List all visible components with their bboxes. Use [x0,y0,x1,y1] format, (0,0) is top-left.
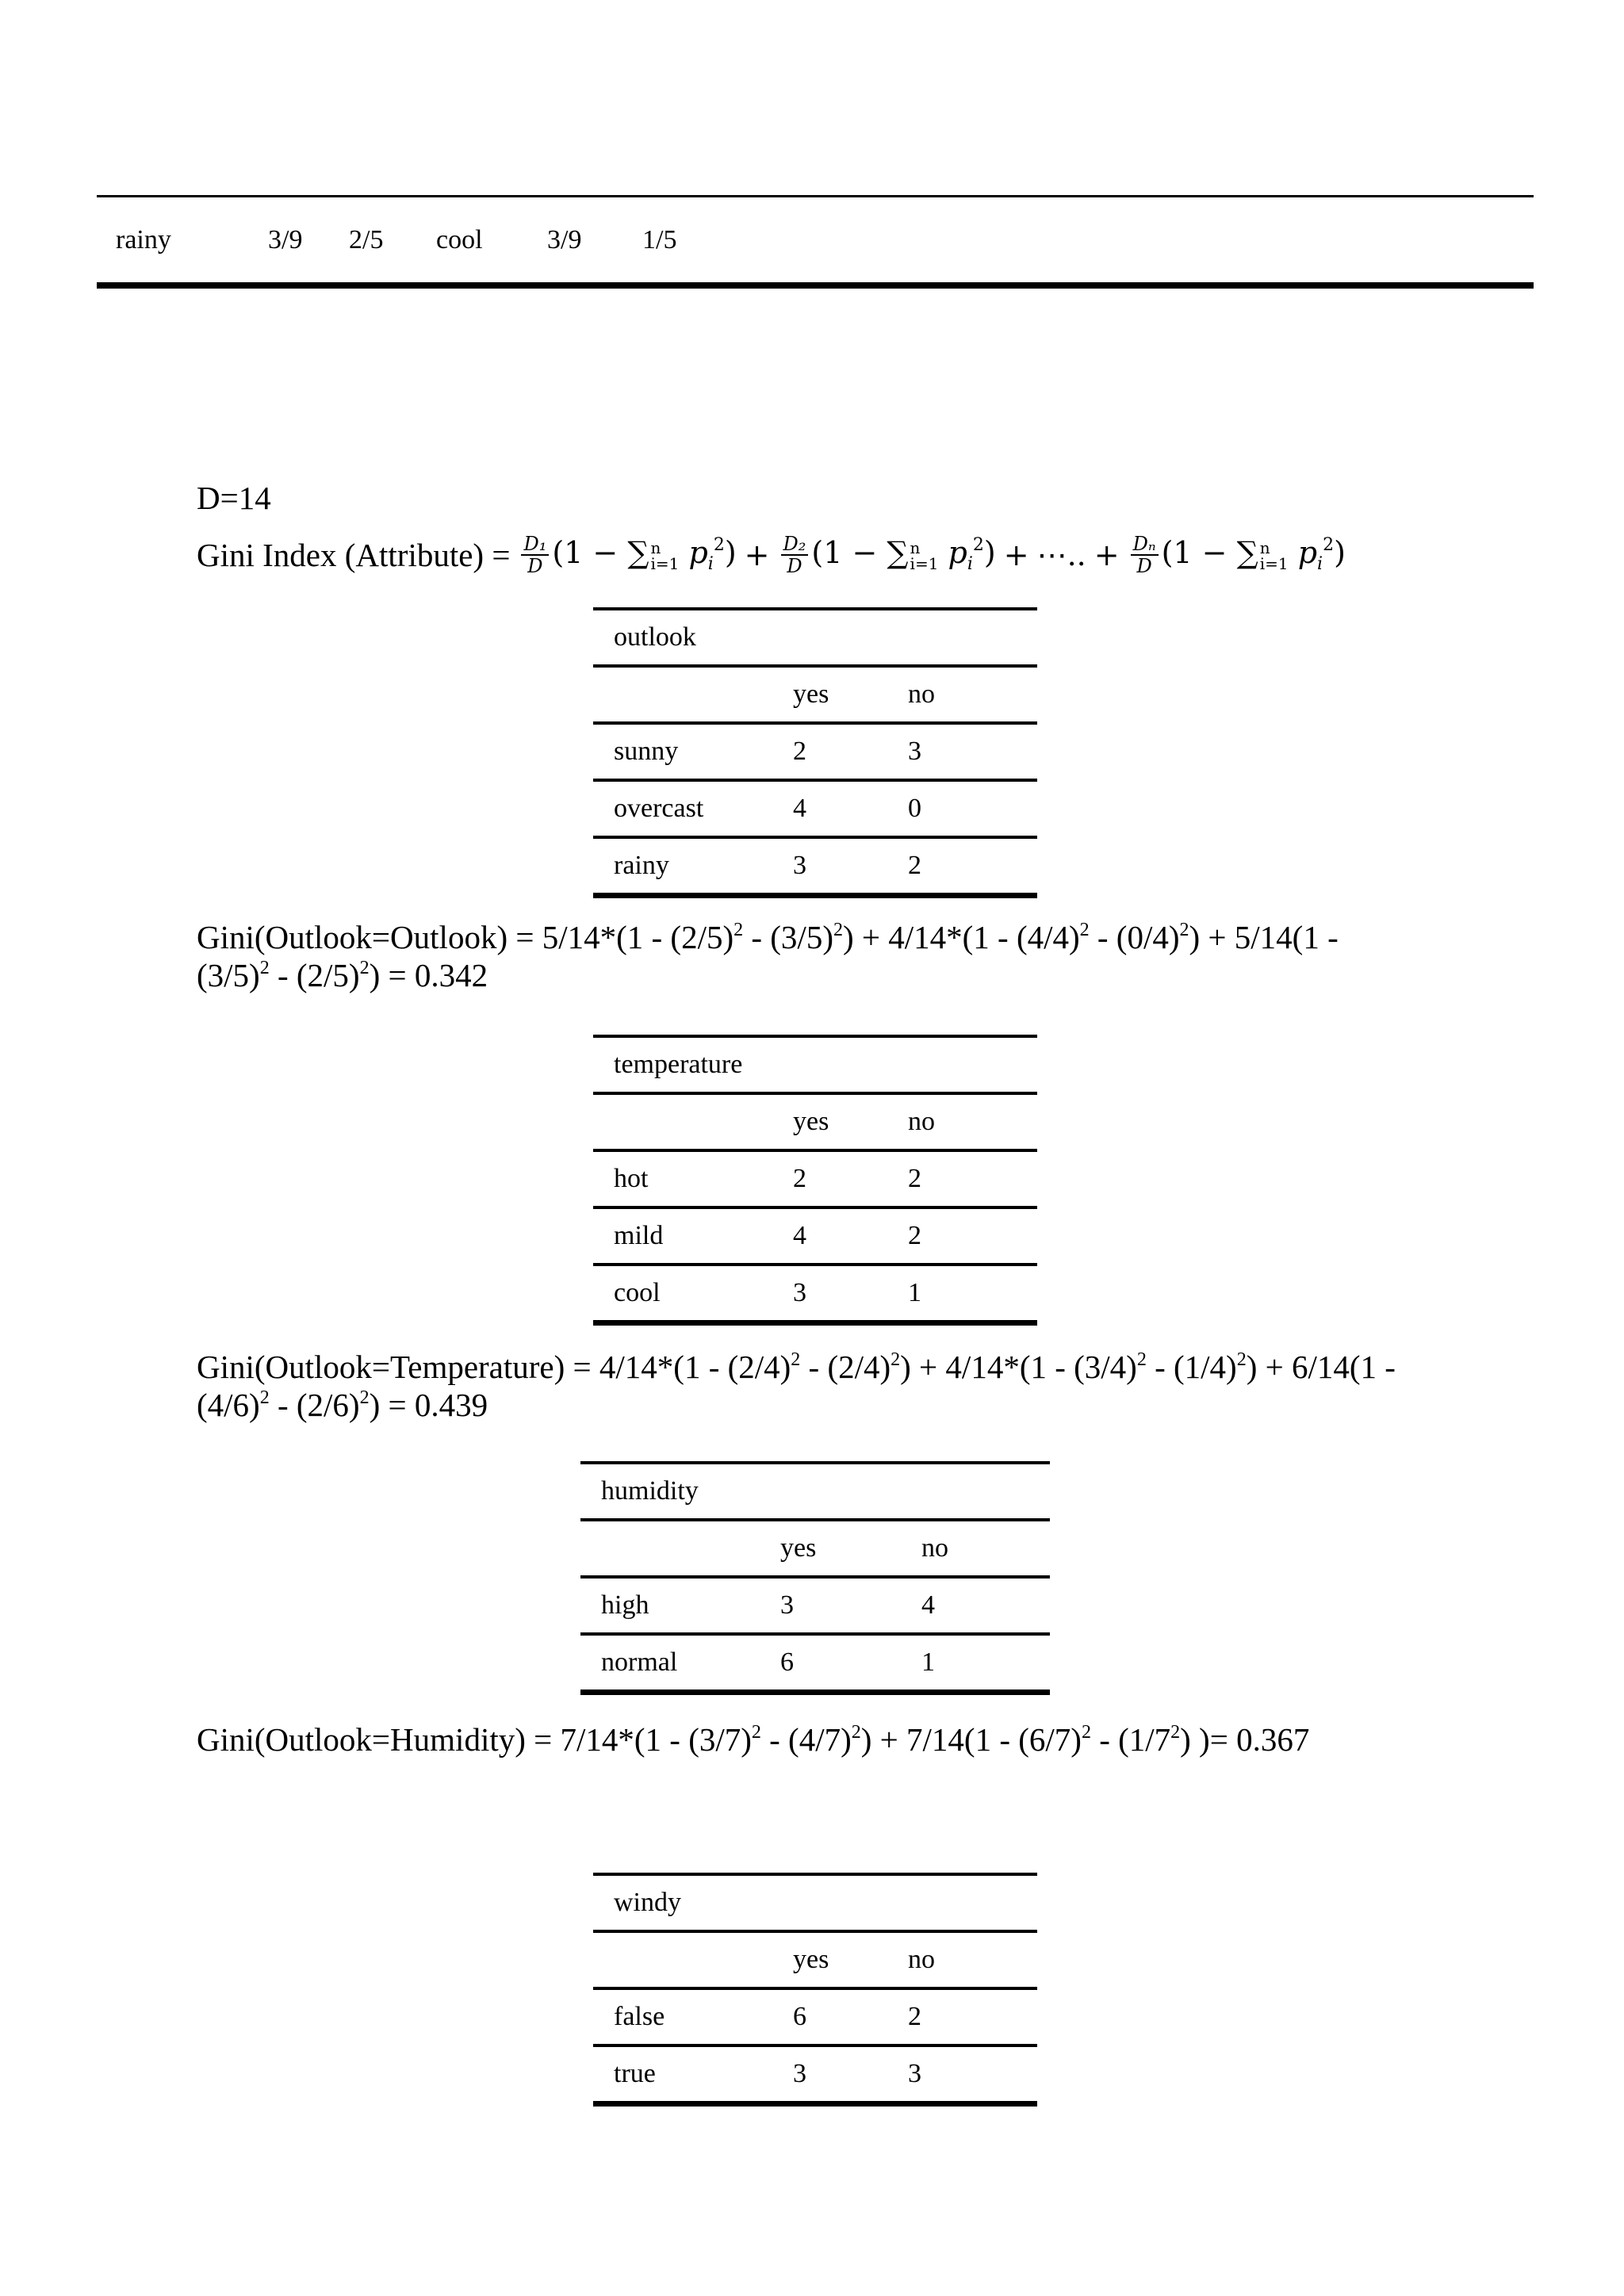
top-table-cell: 1/5 [642,225,677,254]
row-label: mild [614,1221,664,1250]
table-title: humidity [601,1476,699,1506]
table-top-rule [97,195,1534,197]
yes-count: 3 [793,2059,806,2088]
fraction-denominator: D [787,555,802,577]
table-title-row [593,1876,1037,1930]
calculation-line: $(4/6)^2 - (2/6)^2) = 0.439$ [197,1387,488,1423]
fraction-numerator: Dₙ [1131,534,1159,556]
calculation-line: Gini(Outlook=Temperature) = $4/14*(1 - (2/4)^2 - (2/4)^2) + 4/14*(1 - (3/4)^2 - (1/4)^2) + 6/14(1$ - [197,1349,1396,1385]
table-row [593,725,1037,779]
table-row [580,1578,1050,1632]
yes-count: 3 [793,1278,806,1307]
table-title: temperature [614,1050,743,1079]
row-label: true [614,2059,656,2088]
calculation-line: Gini(Outlook=Humidity) = $7/14*(1 - (3/7)^2 - (4/7)^2) + 7/14(1 - (6/7)^2 - (1/7^2)$ )= 0.367 [197,1721,1310,1758]
row-label: sunny [614,737,679,766]
gini-index-definition [197,522,1346,588]
table-header-no: no [908,1107,935,1136]
impurity-term: (1 − ∑ n i=1 $p_i^2$) [552,535,737,574]
humidity-table [580,1461,1050,1695]
plus-operator: + [744,538,770,572]
table-row [593,1266,1037,1320]
gini-temperature-calculation [197,1348,1396,1424]
impurity-term: (1 − ∑ n i=1 $p_i^2$) [1161,535,1346,574]
windy-table [593,1873,1037,2107]
table-title-row [593,1038,1037,1092]
fraction-dn-over-d [1131,534,1159,576]
table-header-yes: yes [793,1107,829,1136]
gini-humidity-calculation [197,1720,1309,1758]
fraction-d1-over-d [521,534,549,576]
table-bottom-rule [580,1689,1050,1695]
table-row [580,1636,1050,1689]
fraction-d2-over-d [781,534,809,576]
table-title-row [593,610,1037,664]
impurity-term: (1 − ∑ n i=1 $p_i^2$) [811,535,996,574]
top-table-cell: 3/9 [268,225,303,254]
table-bottom-rule [593,1320,1037,1326]
dataset-size-line: D=14 [197,480,271,516]
table-header-row [593,668,1037,721]
no-count: 1 [908,1278,921,1307]
no-count: 2 [908,1164,921,1193]
no-count: 2 [908,1221,921,1250]
yes-count: 2 [793,1164,806,1193]
no-count: 3 [908,737,921,766]
gini-outlook-calculation [197,918,1339,994]
table-header-row [593,1933,1037,1987]
row-label: hot [614,1164,649,1193]
table-header-yes: yes [793,1945,829,1974]
outlook-table [593,607,1037,898]
table-header-row [593,1095,1037,1149]
table-header-row [580,1521,1050,1575]
row-label: false [614,2002,665,2031]
yes-count: 3 [780,1590,794,1620]
top-table-cell: cool [436,225,483,254]
fraction-numerator: D₁ [521,534,549,556]
row-label: cool [614,1278,661,1307]
top-table-cell: rainy [116,225,171,254]
no-count: 3 [908,2059,921,2088]
table-row [593,839,1037,893]
row-label: rainy [614,851,669,880]
gini-index-formula [518,522,1345,588]
table-bottom-rule [593,2101,1037,2107]
table-row [593,2047,1037,2101]
no-count: 2 [908,851,921,880]
table-bottom-rule [593,893,1037,898]
no-count: 1 [921,1647,935,1677]
calculation-line: Gini(Outlook=Outlook) = $5/14*(1 - (2/5)^2 - (3/5)^2) + 4/14*(1 - (4/4)^2 - (0/4)^2) + 5/14(1$ - [197,919,1339,955]
table-row [593,1209,1037,1263]
no-count: 4 [921,1590,935,1620]
gini-index-label: Gini Index (Attribute) = [197,537,511,573]
plus-operator: + [1094,538,1120,572]
fraction-denominator: D [1136,555,1152,577]
calculation-line: $(3/5)^2 - (2/5)^2) = 0.342$ [197,957,488,993]
top-table-cell: 3/9 [547,225,582,254]
yes-count: 4 [793,1221,806,1250]
table-header-yes: yes [780,1533,817,1563]
table-header-no: no [908,1945,935,1974]
ellipsis: ⋯.. [1036,538,1086,572]
table-header-no: no [921,1533,948,1563]
yes-count: 2 [793,737,806,766]
top-partial-table [97,0,1534,293]
row-label: high [601,1590,649,1620]
top-table-cell: 2/5 [349,225,384,254]
no-count: 0 [908,794,921,823]
table-row [593,782,1037,836]
yes-count: 6 [793,2002,806,2031]
table-title-row [580,1464,1050,1518]
yes-count: 3 [793,851,806,880]
fraction-numerator: D₂ [781,534,809,556]
table-row [593,1990,1037,2044]
plus-operator: + [1003,538,1029,572]
yes-count: 4 [793,794,806,823]
temperature-table [593,1035,1037,1326]
no-count: 2 [908,2002,921,2031]
fraction-denominator: D [527,555,543,577]
yes-count: 6 [780,1647,794,1677]
table-title: outlook [614,622,696,652]
row-label: overcast [614,794,704,823]
table-header-no: no [908,679,935,709]
table-title: windy [614,1888,681,1917]
table-row [593,1152,1037,1206]
row-label: normal [601,1647,678,1677]
table-bottom-rule [97,282,1534,289]
table-header-yes: yes [793,679,829,709]
